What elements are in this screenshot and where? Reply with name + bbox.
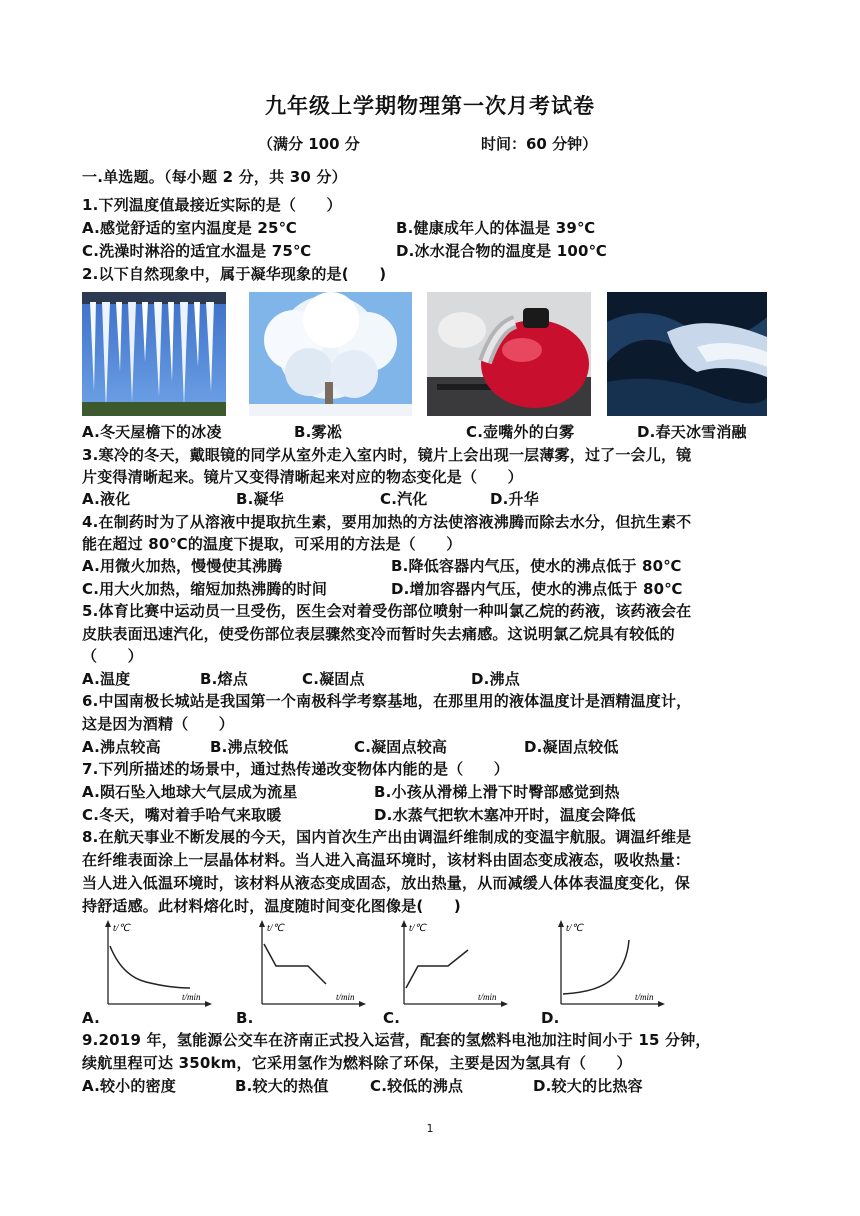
question-3-line-2: 片变得清晰起来。镜片又变得清晰起来对应的物态变化是（ ）	[82, 468, 523, 486]
question-5-option-c: C.凝固点	[302, 670, 365, 688]
graph-d-curve	[563, 940, 629, 994]
question-1-option-a: A.感觉舒适的室内温度是 25℃	[82, 219, 298, 237]
question-6-option-d: D.凝固点较低	[524, 738, 619, 756]
question-2-option-b: B.雾凇	[294, 423, 342, 441]
graph-a-x-label: t/min	[182, 992, 201, 1002]
question-8-option-a: A.	[82, 1009, 100, 1027]
melting-ice-photo	[607, 292, 767, 416]
question-9-line-2: 续航里程可达 350km，它采用氢作为燃料除了环保，主要是因为氢具有（ ）	[82, 1054, 632, 1072]
question-4-option-b: B.降低容器内气压，使水的沸点低于 80℃	[391, 557, 682, 575]
question-9-option-a: A.较小的密度	[82, 1077, 176, 1095]
question-1-stem: 1.下列温度值最接近实际的是（ ）	[82, 196, 342, 214]
question-8-option-b: B.	[236, 1009, 254, 1027]
question-8-line-2: 在纤维表面涂上一层晶体材料。当人进入高温环境时，该材料由固态变成液态，吸收热量：	[82, 851, 691, 869]
graph-c-y-label: t/℃	[409, 923, 426, 934]
icicles-photo	[82, 292, 226, 416]
page-number: 1	[426, 1122, 434, 1135]
question-9-option-d: D.较大的比热容	[533, 1077, 643, 1095]
question-2-stem: 2.以下自然现象中，属于凝华现象的是( )	[82, 265, 387, 283]
question-3-line-1: 3.寒冷的冬天，戴眼镜的同学从室外走入室内时，镜片上会出现一层薄雾，过了一会儿，镜	[82, 446, 692, 464]
question-5-option-d: D.沸点	[471, 670, 520, 688]
question-7-stem: 7.下列所描述的场景中，通过热传递改变物体内能的是（ ）	[82, 760, 509, 778]
question-4-option-c: C.用大火加热，缩短加热沸腾的时间	[82, 580, 328, 598]
question-8-option-d: D.	[541, 1009, 560, 1027]
graph-c-curve	[406, 950, 468, 988]
question-6-option-c: C.凝固点较高	[354, 738, 448, 756]
question-7-option-d: D.水蒸气把软木塞冲开时，温度会降低	[374, 806, 636, 824]
graph-b-x-label: t/min	[336, 992, 355, 1002]
graph-b	[250, 918, 370, 1014]
graph-a	[96, 918, 216, 1014]
question-1-option-b: B.健康成年人的体温是 39℃	[396, 219, 596, 237]
graph-d-x-label: t/min	[635, 992, 654, 1002]
question-4-line-1: 4.在制药时为了从溶液中提取抗生素，要用加热的方法使溶液沸腾而除去水分，但抗生素不	[82, 513, 692, 531]
question-2-option-d: D.春天冰雪消融	[637, 423, 747, 441]
graph-a-curve	[110, 946, 190, 988]
question-8-line-3: 当人进入低温环境时，该材料从液态变成固态，放出热量，从而减缓人体体表温度变化，保	[82, 874, 691, 892]
question-6-option-b: B.沸点较低	[210, 738, 289, 756]
question-7-option-c: C.冬天，嘴对着手哈气来取暖	[82, 806, 282, 824]
rime-tree-photo	[249, 292, 412, 416]
question-1-option-c: C.洗澡时淋浴的适宜水温是 75℃	[82, 242, 312, 260]
graph-d-y-label: t/℃	[566, 923, 583, 934]
question-5-option-a: A.温度	[82, 670, 131, 688]
question-4-line-2: 能在超过 80℃的温度下提取，可采用的方法是（ ）	[82, 535, 462, 553]
question-3-option-a: A.液化	[82, 490, 131, 508]
exam-time: 时间：60 分钟）	[481, 135, 598, 153]
question-3-option-d: D.升华	[490, 490, 539, 508]
question-8-line-1: 8.在航天事业不断发展的今天，国内首次生产出由调温纤维制成的变温宇航服。调温纤维是	[82, 828, 692, 846]
question-5-line-1: 5.体育比赛中运动员一旦受伤，医生会对着受伤部位喷射一种叫氯乙烷的药液，该药液会在	[82, 602, 692, 620]
question-6-line-1: 6.中国南极长城站是我国第一个南极科学考察基地，在那里用的液体温度计是酒精温度计，	[82, 692, 692, 710]
kettle-steam-photo	[427, 292, 591, 416]
question-9-option-b: B.较大的热值	[235, 1077, 329, 1095]
question-2-option-a: A.冬天屋檐下的冰凌	[82, 423, 222, 441]
question-1-option-d: D.冰水混合物的温度是 100℃	[396, 242, 608, 260]
question-9-line-1: 9.2019 年，氢能源公交车在济南正式投入运营，配套的氢燃料电池加注时间小于 15 分钟，	[82, 1031, 711, 1049]
question-5-line-2: 皮肤表面迅速汽化，使受伤部位表层骤然变冷而暂时失去痛感。这说明氯乙烷具有较低的	[82, 625, 675, 643]
question-7-option-a: A.陨石坠入地球大气层成为流星	[82, 783, 298, 801]
question-5-line-3: （ ）	[82, 647, 143, 665]
question-9-option-c: C.较低的沸点	[370, 1077, 464, 1095]
question-3-option-b: B.凝华	[236, 490, 284, 508]
question-6-option-a: A.沸点较高	[82, 738, 161, 756]
question-3-option-c: C.汽化	[380, 490, 428, 508]
question-2-option-c: C.壶嘴外的白雾	[466, 423, 575, 441]
question-6-line-2: 这是因为酒精（ ）	[82, 715, 235, 733]
graph-b-curve	[264, 944, 326, 984]
question-4-option-a: A.用微火加热，慢慢使其沸腾	[82, 557, 283, 575]
graph-a-y-label: t/℃	[113, 923, 130, 934]
graph-b-y-label: t/℃	[267, 923, 284, 934]
graph-c	[392, 918, 512, 1014]
exam-title: 九年级上学期物理第一次月考试卷	[265, 94, 595, 118]
question-7-option-b: B.小孩从滑梯上滑下时臀部感觉到热	[374, 783, 620, 801]
question-8-option-c: C.	[383, 1009, 401, 1027]
full-score: （满分 100 分	[258, 135, 360, 153]
question-4-option-d: D.增加容器内气压，使水的沸点低于 80℃	[391, 580, 683, 598]
question-5-option-b: B.熔点	[200, 670, 248, 688]
section-heading: 一.单选题。（每小题 2 分，共 30 分）	[82, 168, 347, 186]
question-8-line-4: 持舒适感。此材料熔化时，温度随时间变化图像是( )	[82, 897, 461, 915]
graph-d	[549, 918, 669, 1014]
graph-c-x-label: t/min	[478, 992, 497, 1002]
